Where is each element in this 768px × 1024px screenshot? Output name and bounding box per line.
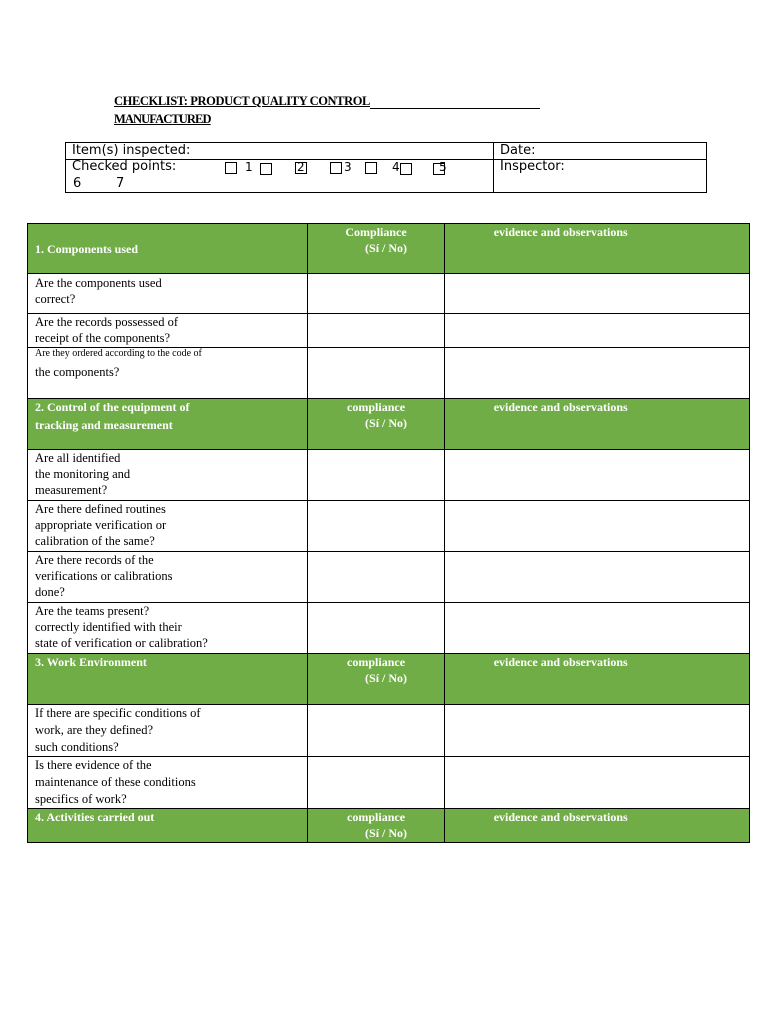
compliance-cell[interactable] [308, 314, 444, 348]
inspector-label: Inspector: [500, 159, 565, 174]
checkbox-number: 4 [392, 160, 400, 174]
evidence-cell[interactable] [444, 757, 749, 809]
question-text: receipt of the components? [35, 331, 171, 345]
question-text: calibration of the same? [35, 534, 155, 548]
question-cell [28, 705, 308, 757]
question-cell [28, 314, 308, 348]
question-cell [28, 450, 308, 501]
items-inspected-label: Item(s) inspected: [72, 143, 191, 158]
question-text: state of verification or calibration? [35, 636, 208, 650]
evidence-header [444, 399, 749, 450]
compliance-label: compliance [347, 400, 406, 414]
compliance-header [308, 224, 444, 274]
table-row [28, 274, 750, 314]
evidence-label: evidence and observations [493, 655, 628, 669]
checkbox-6[interactable] [400, 163, 412, 175]
compliance-sublabel: (Sí / No) [365, 826, 408, 840]
compliance-cell[interactable] [308, 501, 444, 552]
compliance-sublabel: (Sí / No) [365, 241, 408, 255]
evidence-cell[interactable] [444, 450, 749, 501]
checkbox-number: 6 [73, 176, 82, 191]
compliance-header [308, 399, 444, 450]
document-subtitle: MANUFACTURED [114, 112, 211, 126]
evidence-label: evidence and observations [493, 810, 628, 824]
question-text: specifics of work? [35, 792, 127, 806]
checkbox-number: 7 [116, 176, 125, 191]
section-header [28, 224, 750, 274]
section-header [28, 809, 750, 843]
question-text: maintenance of these conditions [35, 775, 196, 789]
question-text: correct? [35, 292, 76, 306]
evidence-cell[interactable] [444, 314, 749, 348]
checkbox-number: 5 [439, 160, 447, 174]
date-label: Date: [500, 143, 536, 158]
question-text: Are there records of the [35, 553, 154, 567]
question-cell [28, 757, 308, 809]
checkbox-5[interactable] [365, 162, 377, 174]
checkbox-1[interactable] [225, 162, 237, 174]
document-title: CHECKLIST: PRODUCT QUALITY CONTROL [114, 94, 540, 109]
compliance-cell[interactable] [308, 705, 444, 757]
section-header [28, 399, 750, 450]
compliance-label: compliance [347, 810, 406, 824]
question-text: Are there defined routines [35, 502, 166, 516]
checklist-table [27, 223, 750, 843]
checked-points-label: Checked points: [72, 159, 177, 174]
table-row [28, 705, 750, 757]
table-row [28, 603, 750, 654]
evidence-header [444, 809, 749, 843]
question-cell [28, 603, 308, 654]
evidence-cell[interactable] [444, 603, 749, 654]
question-cell [28, 552, 308, 603]
question-text: done? [35, 585, 65, 599]
question-text: Are they ordered according to the code of [35, 348, 202, 359]
question-text: appropriate verification or [35, 518, 167, 532]
question-cell [28, 274, 308, 314]
evidence-header [444, 654, 749, 705]
section-title-line: 2. Control of the equipment of [35, 400, 190, 414]
evidence-label: evidence and observations [493, 400, 628, 414]
compliance-cell[interactable] [308, 552, 444, 603]
question-cell [28, 348, 308, 399]
table-row [28, 501, 750, 552]
question-text: work, are they defined? [35, 723, 153, 737]
section-header [28, 654, 750, 705]
question-text: Is there evidence of the [35, 758, 152, 772]
evidence-cell[interactable] [444, 705, 749, 757]
checkbox-number: 3 [344, 160, 352, 174]
evidence-cell[interactable] [444, 348, 749, 399]
compliance-label: Compliance [345, 225, 407, 239]
checkbox-number: 1 [245, 160, 253, 174]
evidence-header [444, 224, 749, 274]
table-row [28, 348, 750, 399]
checkbox-2[interactable] [260, 163, 272, 175]
compliance-header [308, 809, 444, 843]
question-text: If there are specific conditions of [35, 706, 201, 720]
table-row [28, 450, 750, 501]
question-text: verifications or calibrations [35, 569, 173, 583]
table-row [28, 314, 750, 348]
evidence-label: evidence and observations [493, 225, 628, 239]
question-text: Are all identified [35, 451, 121, 465]
question-text: Are the teams present? [35, 604, 150, 618]
compliance-cell[interactable] [308, 274, 444, 314]
table-row [28, 552, 750, 603]
section-title: 3. Work Environment [28, 654, 308, 705]
question-text: the monitoring and [35, 467, 131, 481]
question-cell [28, 501, 308, 552]
question-text: Are the components used [35, 276, 162, 290]
checkbox-number: 2 [297, 160, 305, 174]
checkbox-4[interactable] [330, 162, 342, 174]
inspection-info-box [65, 142, 707, 193]
section-title: 4. Activities carried out [28, 809, 308, 843]
compliance-cell[interactable] [308, 603, 444, 654]
section-title: 1. Components used [28, 224, 308, 274]
compliance-sublabel: (Sí / No) [365, 416, 408, 430]
compliance-label: compliance [347, 655, 406, 669]
compliance-cell[interactable] [308, 348, 444, 399]
compliance-cell[interactable] [308, 450, 444, 501]
question-text: Are the records possessed of [35, 315, 179, 329]
question-text: measurement? [35, 483, 108, 497]
evidence-cell[interactable] [444, 501, 749, 552]
question-text: the components? [35, 365, 120, 379]
compliance-header [308, 654, 444, 705]
compliance-cell[interactable] [308, 757, 444, 809]
compliance-sublabel: (Sí / No) [365, 671, 408, 685]
question-text: correctly identified with their [35, 620, 182, 634]
table-row [28, 757, 750, 809]
evidence-cell[interactable] [444, 274, 749, 314]
section-title-line: tracking and measurement [35, 418, 173, 432]
question-text: such conditions? [35, 740, 119, 754]
evidence-cell[interactable] [444, 552, 749, 603]
section-title [28, 399, 308, 450]
